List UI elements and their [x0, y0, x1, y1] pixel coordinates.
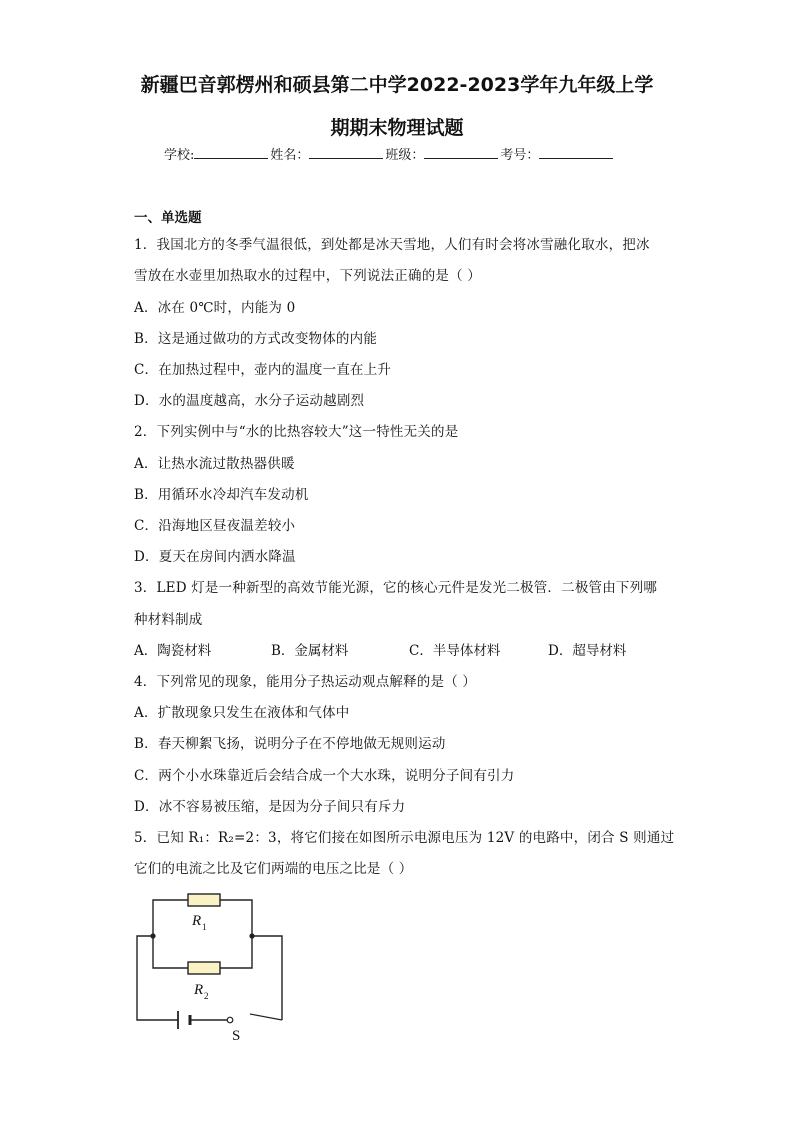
wire-outer-right [252, 936, 282, 1020]
q2-option-c: C．沿海地区昼夜温差较小 [134, 518, 296, 534]
q4-option-b: B．春天柳絮飞扬，说明分子在不停地做无规则运动 [134, 736, 446, 752]
q2-option-b: B．用循环水冷却汽车发动机 [134, 487, 309, 503]
class-label: 班级： [385, 148, 425, 163]
q3-stem-line2: 种材料制成 [134, 612, 203, 628]
r1-subscript: 1 [202, 922, 207, 932]
school-label: 学校: [164, 148, 195, 163]
q1-stem-line1: 1．我国北方的冬季气温很低，到处都是冰天雪地，人们有时会将冰雪融化取水，把冰 [134, 237, 650, 253]
junction-left [150, 933, 155, 938]
class-blank [424, 146, 498, 159]
junction-right [249, 933, 254, 938]
r2-subscript: 2 [204, 991, 209, 1001]
q2-option-d: D．夏天在房间内洒水降温 [134, 549, 296, 565]
r2-label: R [194, 982, 204, 998]
switch-label: S [232, 1028, 241, 1044]
q1-stem-line2: 雪放在水壶里加热取水的过程中，下列说法正确的是（ ） [134, 268, 481, 284]
resistor-r2 [188, 962, 220, 974]
exam-number-label: 考号： [500, 148, 540, 163]
exam-title-line1: 新疆巴音郭楞州和硕县第二中学2022-2023学年九年级上学 [140, 74, 654, 96]
school-blank [194, 146, 268, 159]
q4-option-a: A．扩散现象只发生在液体和气体中 [134, 705, 350, 721]
switch-lever [250, 1014, 282, 1020]
wire-r2-left [153, 936, 188, 968]
name-blank [309, 146, 383, 159]
q3-option-d: D．超导材料 [548, 643, 627, 659]
wire-r1-right [220, 900, 252, 936]
q5-stem-line1: 5．已知 R₁：R₂=2：3，将它们接在如图所示电源电压为 12V 的电路中，闭合 S 则通过 [134, 830, 675, 846]
q4-stem: 4．下列常见的现象，能用分子热运动观点解释的是（ ） [134, 674, 477, 690]
q3-option-c: C．半导体材料 [409, 643, 501, 659]
q4-option-d: D．冰不容易被压缩，是因为分子间只有斥力 [134, 799, 406, 815]
student-info-row [164, 144, 615, 163]
resistor-r1 [188, 894, 220, 906]
switch-contact [227, 1017, 233, 1023]
wire-r2-right [220, 936, 252, 968]
q3-stem-line1: 3．LED 灯是一种新型的高效节能光源，它的核心元件是发光二极管．二极管由下列哪 [134, 580, 658, 596]
name-label: 姓名： [270, 148, 310, 163]
q3-option-b: B．金属材料 [271, 643, 349, 659]
q4-option-c: C．两个小水珠靠近后会结合成一个大水珠，说明分子间有引力 [134, 768, 515, 784]
q1-option-b: B．这是通过做功的方式改变物体的内能 [134, 331, 378, 347]
q5-stem-line2: 它们的电流之比及它们两端的电压之比是（ ） [134, 861, 413, 877]
q1-option-d: D．水的温度越高，水分子运动越剧烈 [134, 393, 365, 409]
section-title: 一、单选题 [134, 210, 202, 226]
wire-outer-left [137, 936, 178, 1020]
q2-option-a: A．让热水流过散热器供暖 [134, 456, 295, 472]
exam-title-line2: 期期末物理试题 [330, 117, 464, 139]
wire-r1-left [153, 900, 188, 936]
exam-number-blank [539, 146, 613, 159]
q3-option-a: A．陶瓷材料 [134, 643, 212, 659]
r1-label: R [192, 913, 202, 929]
q1-option-a: A．冰在 0℃时，内能为 0 [134, 300, 296, 316]
q2-stem: 2．下列实例中与“水的比热容较大”这一特性无关的是 [134, 424, 459, 440]
q1-option-c: C．在加热过程中，壶内的温度一直在上升 [134, 362, 392, 378]
circuit-diagram [130, 890, 300, 1050]
